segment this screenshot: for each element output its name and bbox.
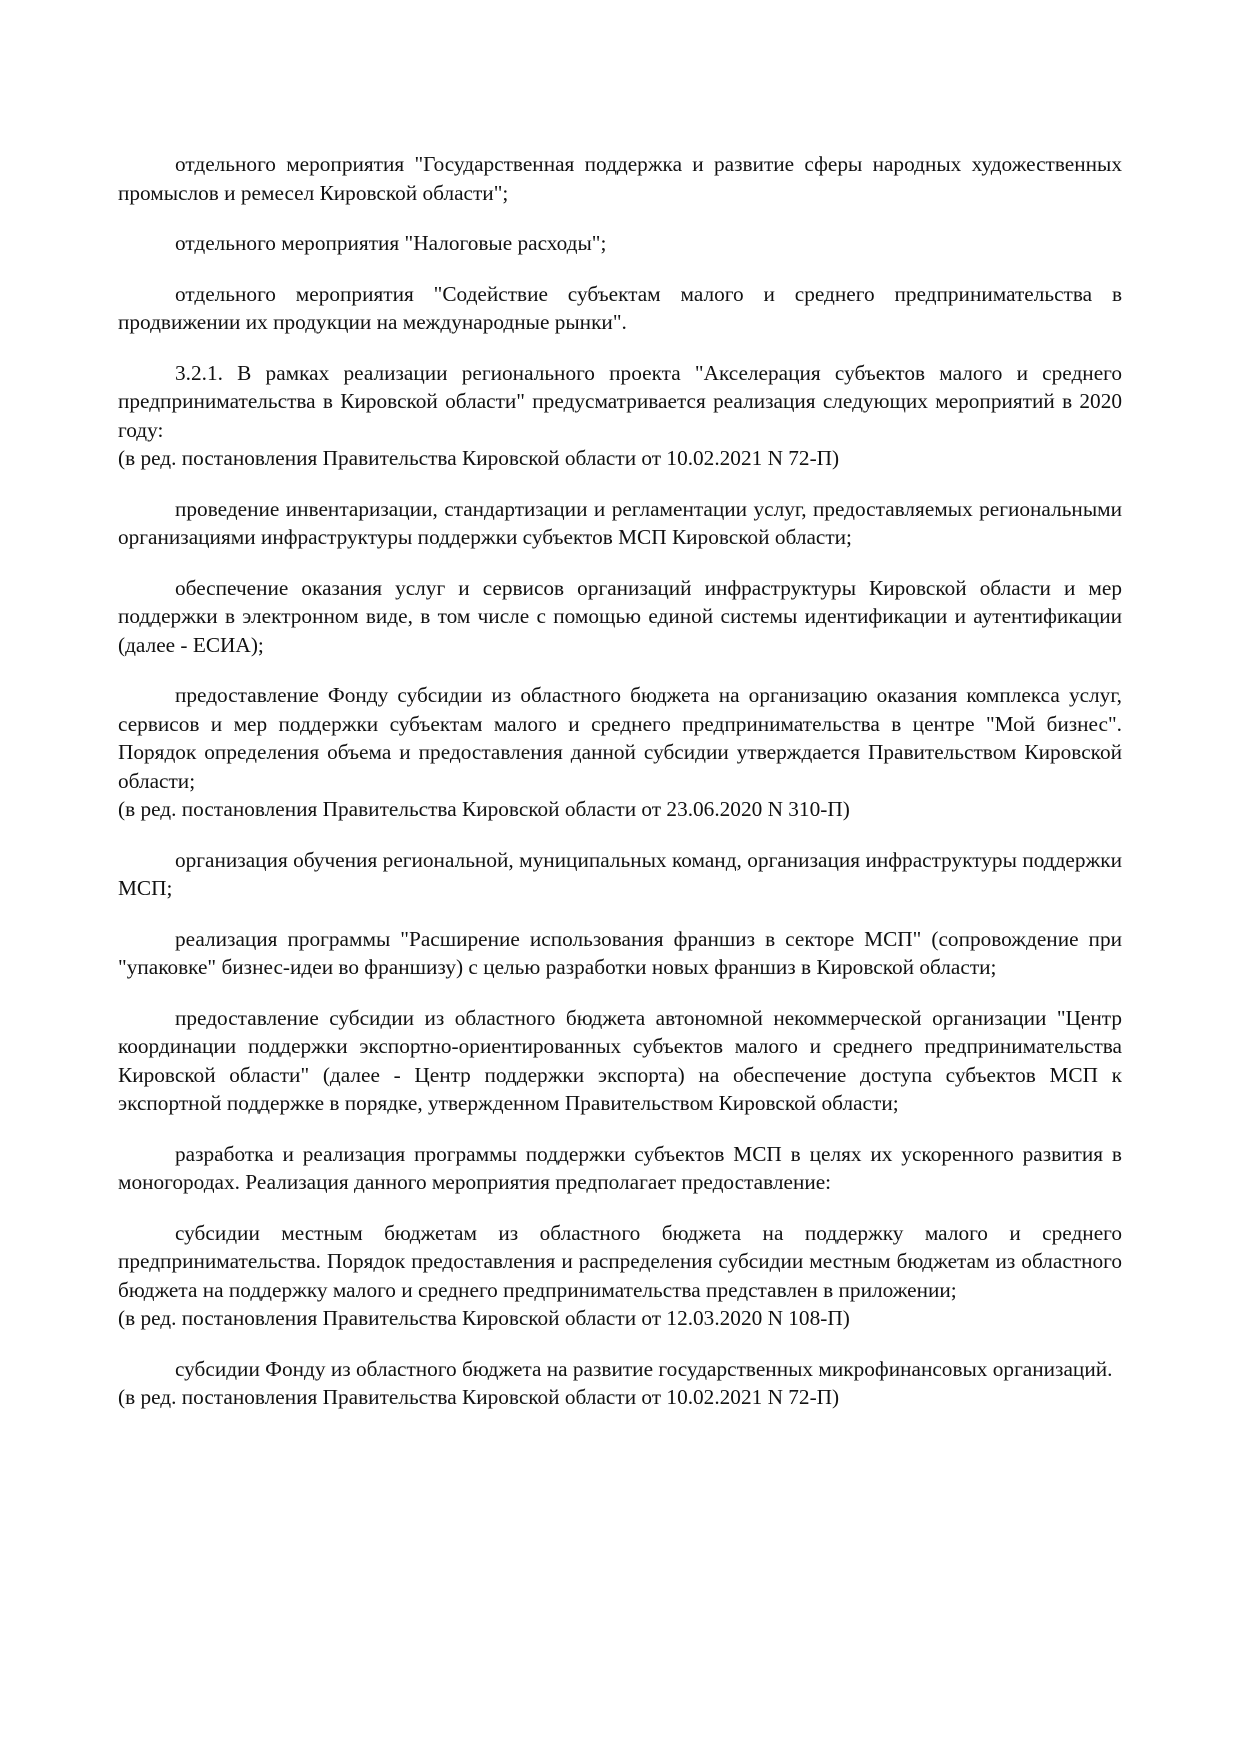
paragraph-franchise-program: реализация программы "Расширение использования франшиз в секторе МСП" (сопровождение при "упаковке" бизнес-идеи во франшизу) с целью разработки новых франшиз в Кировской области; [118, 926, 1122, 979]
amendment-note: (в ред. постановления Правительства Кировской области от 10.02.2021 N 72-П) [118, 1385, 840, 1409]
paragraph-local-budget-subsidy: субсидии местным бюджетам из областного бюджета на поддержку малого и среднего предпринимательства. Порядок предоставления и распределения субсидии местным бюджетам из областного бюджета на поддержку малого и среднего предпринимательства представлен в приложении; [118, 1220, 1122, 1302]
amendment-note: (в ред. постановления Правительства Кировской области от 12.03.2020 N 108-П) [118, 1306, 850, 1330]
document-page [118, 150, 1122, 1434]
amendment-note: (в ред. постановления Правительства Кировской области от 23.06.2020 N 310-П) [118, 797, 850, 821]
paragraph-team-training: организация обучения региональной, муниципальных команд, организация инфраструктуры поддержки МСП; [118, 847, 1122, 900]
paragraph-export-center-subsidy: предоставление субсидии из областного бюджета автономной некоммерческой организации "Центр координации поддержки экспортно-ориентированных субъектов малого и среднего предпринимательства Кировской области" (далее - Центр поддержки экспорта) на обеспечение доступа субъектов МСП к экспортной поддержке в порядке, утвержденном Правительством Кировской области; [118, 1005, 1122, 1115]
amendment-note: (в ред. постановления Правительства Кировской области от 10.02.2021 N 72-П) [118, 446, 840, 470]
paragraph-section-3-2-1: 3.2.1. В рамках реализации регионального проекта "Акселерация субъектов малого и среднего предпринимательства в Кировской области" предусматривается реализация следующих мероприятий в 2020 году: [118, 360, 1122, 442]
paragraph-microfinance-subsidy: субсидии Фонду из областного бюджета на развитие государственных микрофинансовых организаций. [175, 1356, 1113, 1381]
paragraph-inventory-services: проведение инвентаризации, стандартизации и регламентации услуг, предоставляемых региональными организациями инфраструктуры поддержки субъектов МСП Кировской области; [118, 496, 1122, 549]
paragraph-international-markets-event: отдельного мероприятия "Содействие субъектам малого и среднего предпринимательства в продвижении их продукции на международные рынки". [118, 281, 1122, 334]
paragraph-my-business-subsidy: предоставление Фонду субсидии из областного бюджета на организацию оказания комплекса услуг, сервисов и мер поддержки субъектам малого и среднего предпринимательства в центре "Мой бизнес". Порядок определения объема и предоставления данной субсидии утверждается Правительством Кировской области; [118, 683, 1122, 793]
paragraph-monotowns-program: разработка и реализация программы поддержки субъектов МСП в целях их ускоренного развития в моногородах. Реализация данного мероприятия предполагает предоставление: [118, 1141, 1122, 1194]
paragraph-folk-crafts-event: отдельного мероприятия "Государственная поддержка и развитие сферы народных художественных промыслов и ремесел Кировской области"; [118, 152, 1122, 205]
paragraph-tax-expenses-event: отдельного мероприятия "Налоговые расходы"; [175, 231, 607, 255]
paragraph-electronic-services: обеспечение оказания услуг и сервисов организаций инфраструктуры Кировской области и мер поддержки в электронном виде, в том числе с помощью единой системы идентификации и аутентификации (далее - ЕСИА); [118, 575, 1122, 657]
